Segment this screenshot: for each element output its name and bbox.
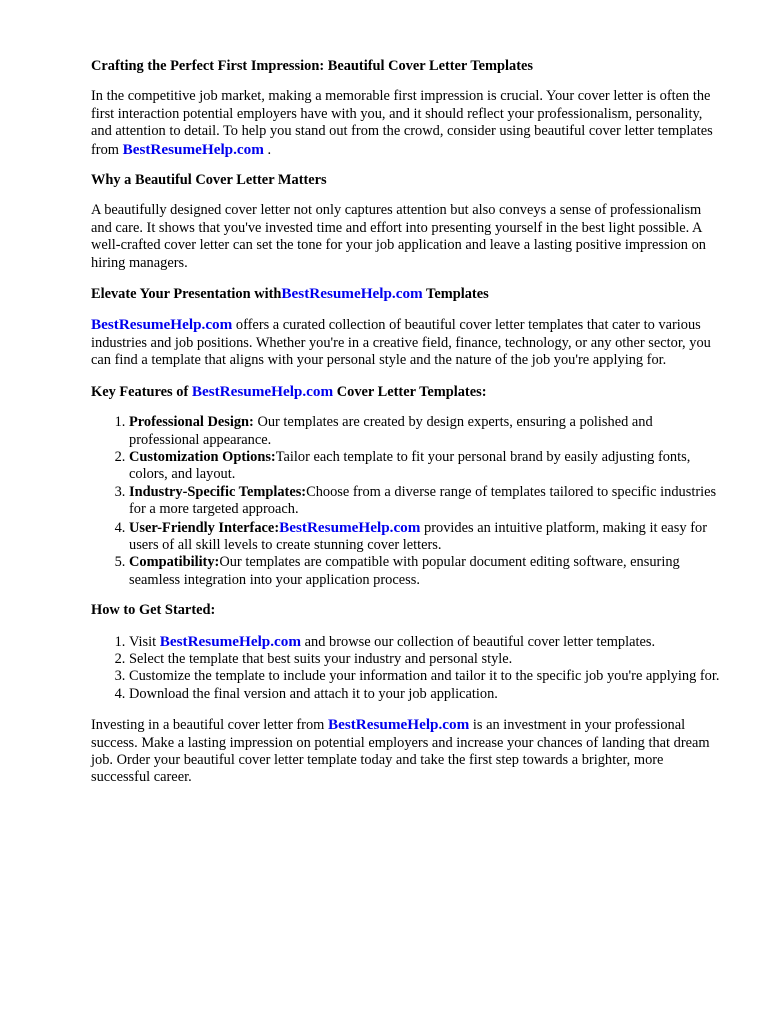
closing-post: is an investment in your professional success. Make a lasting impression on potential employers and increase your chances of landing that dream job. Order your beautiful cover letter template today and take the first step towards a brighter, more successful career. bbox=[91, 717, 710, 786]
why-heading: Why a Beautiful Cover Letter Matters bbox=[91, 172, 327, 189]
feature-term: Customization Options: bbox=[129, 448, 276, 465]
elevate-heading-pre: Elevate Your Presentation with bbox=[91, 286, 282, 303]
step1-pre: Visit bbox=[129, 633, 160, 650]
feature-text: Our templates are created by design experts, ensuring a polished and professional appearance. bbox=[129, 414, 653, 448]
step-item: 4. Download the final version and attach it to your job application. bbox=[129, 686, 720, 703]
elevate-heading bbox=[91, 285, 720, 303]
step1-link[interactable]: BestResumeHelp.com bbox=[159, 632, 302, 650]
elevate-link[interactable]: BestResumeHelp.com bbox=[91, 316, 233, 334]
feature-term: Professional Design: bbox=[129, 414, 254, 431]
intro-end: . bbox=[263, 141, 272, 158]
feature-item bbox=[129, 554, 720, 589]
feature-term: Industry-Specific Templates: bbox=[129, 483, 307, 500]
closing-link[interactable]: BestResumeHelp.com bbox=[327, 716, 470, 734]
feature-text: Our templates are compatible with popular document editing software, ensuring seamless integration into your application process. bbox=[129, 554, 680, 588]
step-item: 3. Customize the template to include your information and tailor it to the specific job you're applying for. bbox=[129, 668, 720, 685]
started-heading: How to Get Started: bbox=[91, 602, 216, 619]
feature-term: User-Friendly Interface: bbox=[129, 519, 280, 536]
elevate-text: offers a curated collection of beautiful cover letter templates that cater to various industries and job positions. Whether you're in a creative field, finance, technology, or any other sector, you can find a template that aligns with your personal style and the nature of the job you're applying for. bbox=[91, 317, 711, 369]
step-item: 2. Select the template that best suits your industry and personal style. bbox=[129, 651, 720, 668]
steps-list bbox=[91, 633, 720, 704]
features-list bbox=[91, 414, 720, 589]
feature-item bbox=[129, 484, 720, 519]
intro-link[interactable]: BestResumeHelp.com bbox=[122, 140, 264, 158]
closing-paragraph bbox=[91, 716, 720, 787]
intro-text: In the competitive job market, making a memorable first impression is crucial. Your cover letter is often the first interaction potential employers have with you, and it should reflect your professionalism, personality, and attention to detail. To help you stand out from the crowd, consider using beautiful cover letter templates from bbox=[91, 88, 713, 158]
step-item bbox=[129, 633, 720, 651]
feature-term: Compatibility: bbox=[129, 554, 220, 571]
feature-text: provides an intuitive platform, making it easy for users of all skill levels to create stunning cover letters. bbox=[129, 519, 707, 553]
feature-item bbox=[129, 414, 720, 449]
features-heading-post: Cover Letter Templates: bbox=[333, 383, 487, 400]
features-heading-pre: Key Features of bbox=[91, 383, 192, 400]
why-paragraph: A beautifully designed cover letter not only captures attention but also conveys a sense of professionalism and care. It shows that you've invested time and effort into presenting yourself in the best light possible. A well-crafted cover letter can set the tone for your job application and leave a lasting positive impression on hiring managers. bbox=[91, 202, 706, 271]
elevate-heading-link[interactable]: BestResumeHelp.com bbox=[281, 285, 423, 303]
features-heading bbox=[91, 383, 720, 401]
feature-item bbox=[129, 519, 720, 555]
feature-text: Tailor each template to fit your personal brand by easily adjusting fonts, colors, and layout. bbox=[129, 448, 691, 483]
elevate-heading-post: Templates bbox=[422, 286, 489, 303]
features-heading-link[interactable]: BestResumeHelp.com bbox=[191, 382, 334, 400]
closing-pre: Investing in a beautiful cover letter from bbox=[91, 717, 328, 734]
feature-link[interactable]: BestResumeHelp.com bbox=[279, 518, 421, 536]
step1-post: and browse our collection of beautiful cover letter templates. bbox=[301, 633, 656, 650]
feature-text: Choose from a diverse range of templates tailored to specific industries for a more targeted approach. bbox=[129, 483, 717, 518]
document-title: Crafting the Perfect First Impression: Beautiful Cover Letter Templates bbox=[91, 58, 534, 74]
elevate-paragraph bbox=[91, 316, 720, 369]
feature-item bbox=[129, 449, 720, 484]
intro-paragraph bbox=[91, 88, 720, 159]
